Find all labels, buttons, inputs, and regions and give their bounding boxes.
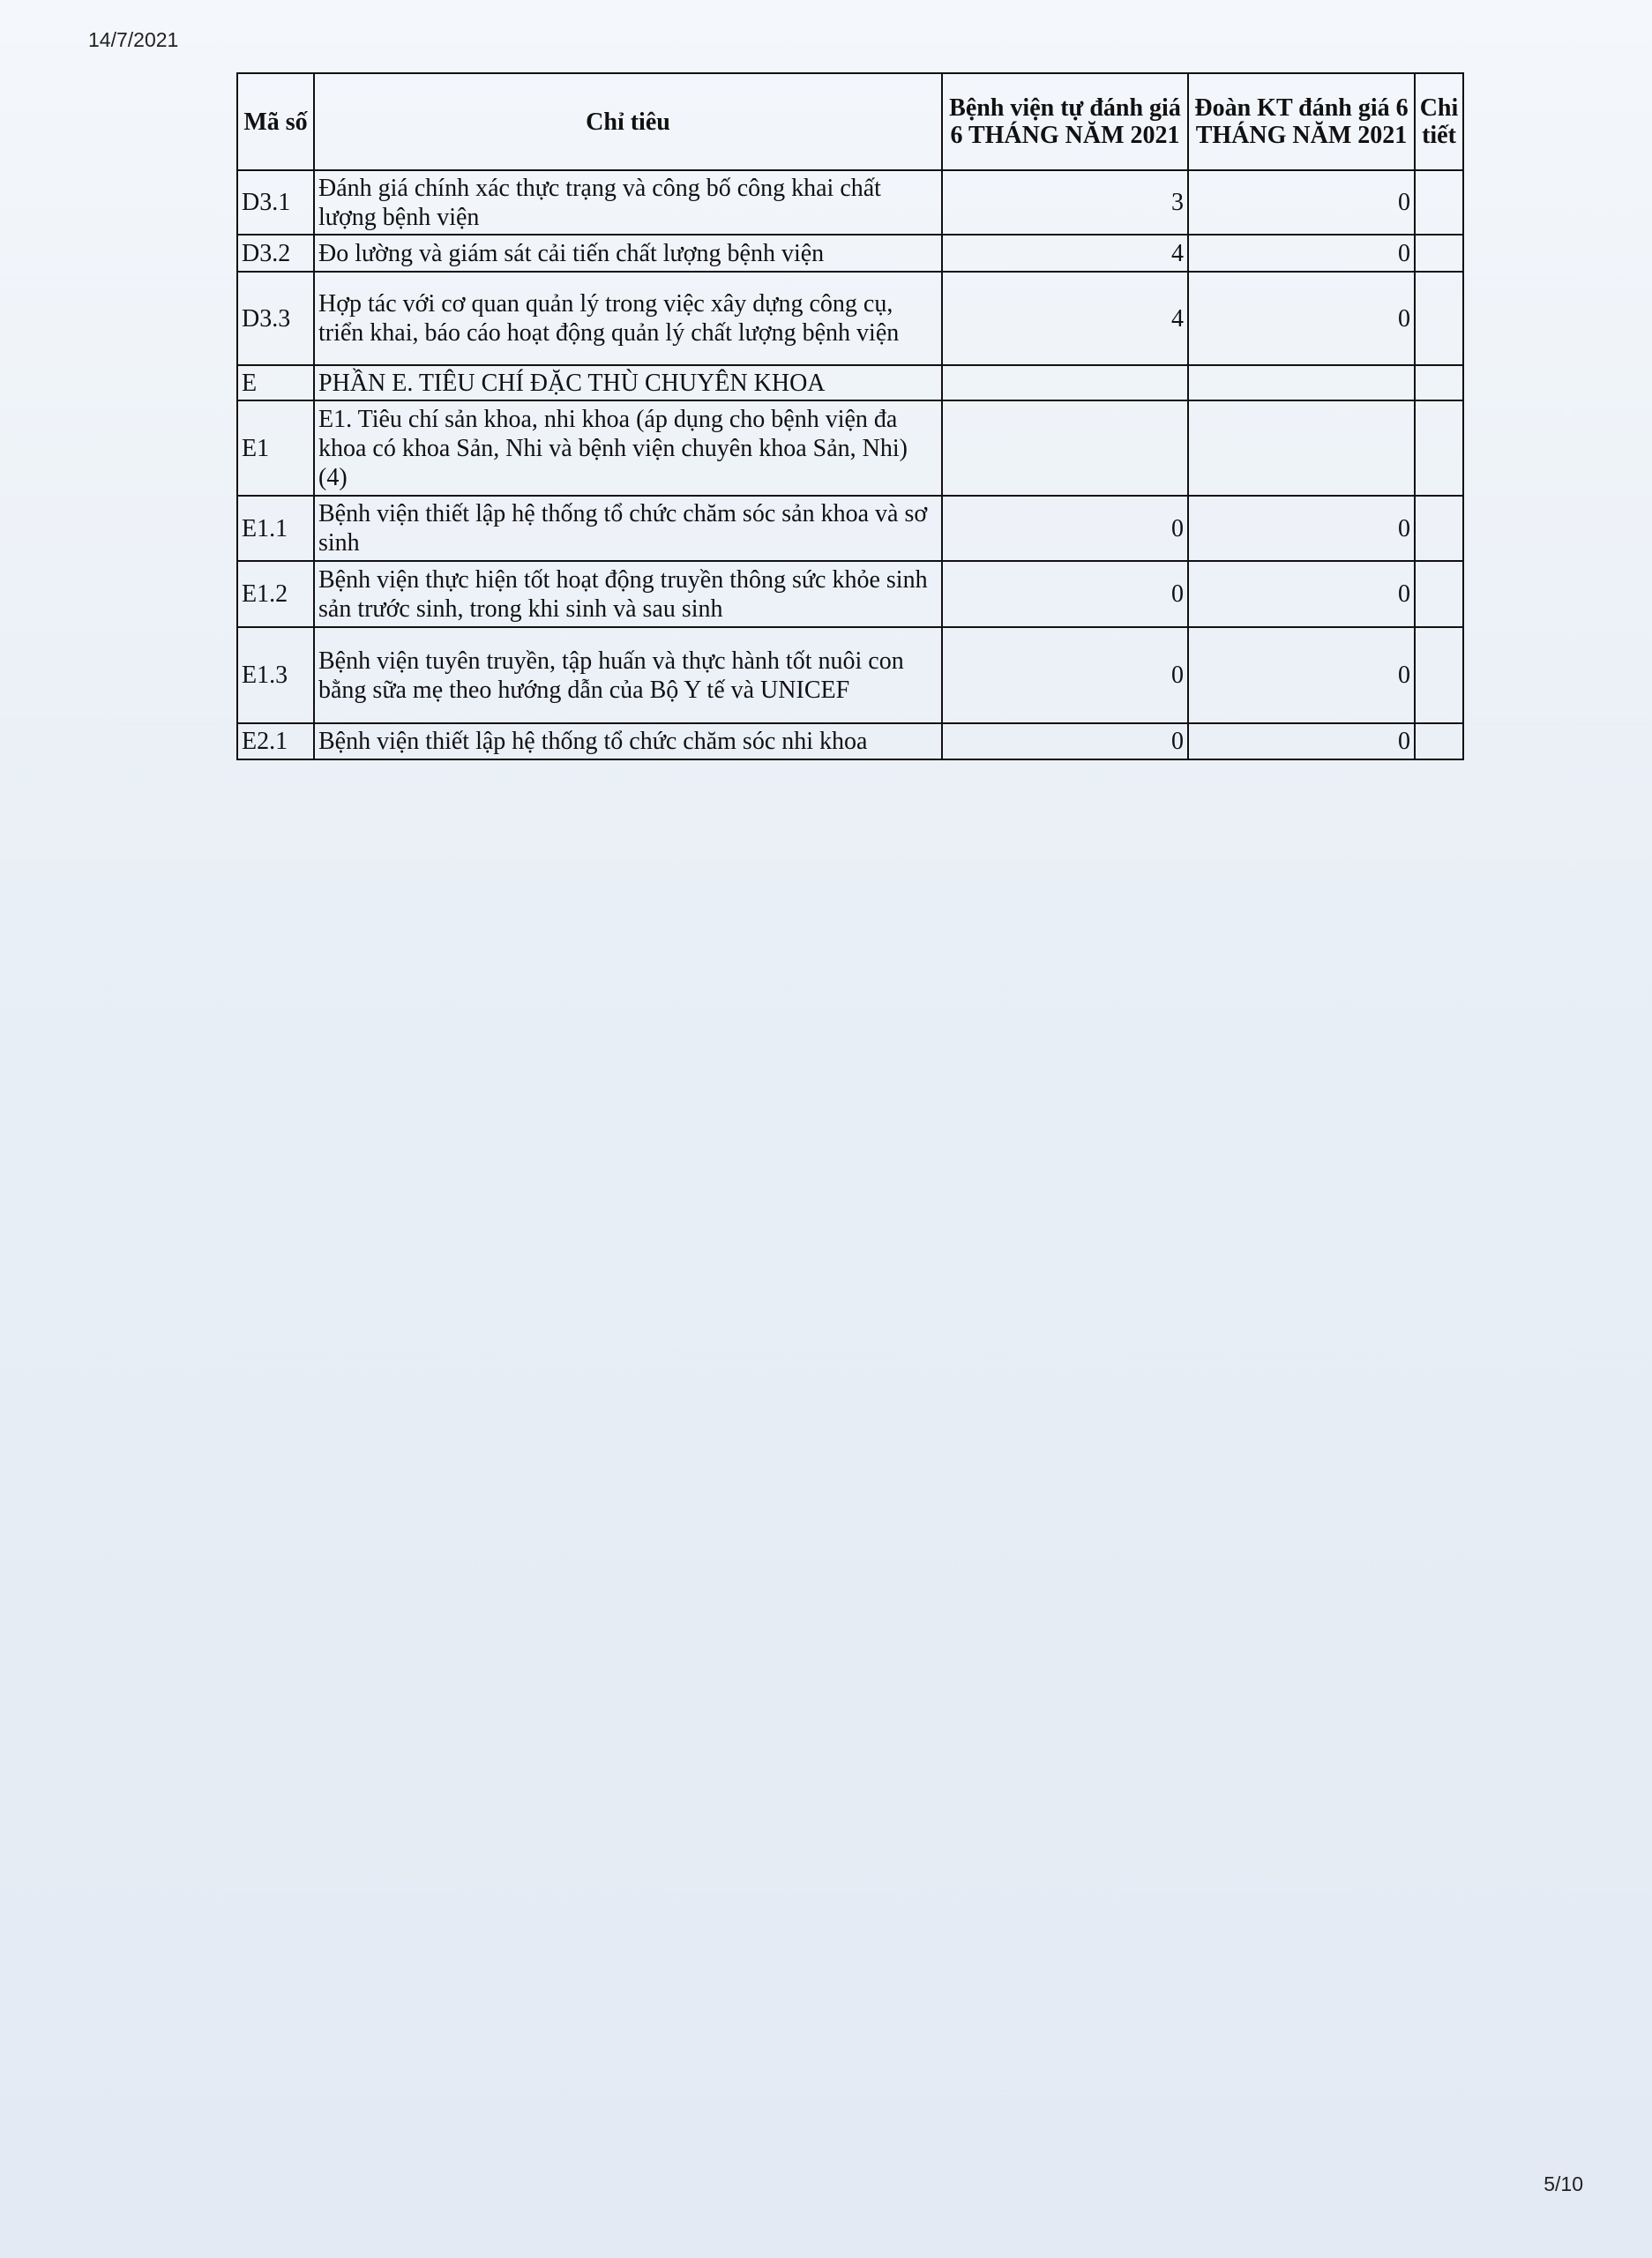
table-header-row [237, 73, 1463, 170]
table-row [237, 170, 1463, 235]
row-self-score: 0 [942, 627, 1188, 723]
table-row [237, 400, 1463, 496]
table-row [237, 272, 1463, 365]
row-name: Bệnh viện thực hiện tốt hoạt động truyền thông sức khỏe sinh sản trước sinh, trong khi sinh và sau sinh [314, 561, 942, 627]
page-number: 5/10 [1544, 2172, 1583, 2195]
row-name: E1. Tiêu chí sản khoa, nhi khoa (áp dụng cho bệnh viện đa khoa có khoa Sản, Nhi và bệnh viện chuyên khoa Sản, Nhi) (4) [314, 400, 942, 496]
row-self-score: 4 [942, 272, 1188, 365]
row-audit-score: 0 [1188, 272, 1415, 365]
row-detail [1415, 561, 1463, 627]
row-audit-score: 0 [1188, 170, 1415, 235]
header-code: Mã số [237, 73, 314, 170]
row-detail [1415, 272, 1463, 365]
row-self-score: 0 [942, 723, 1188, 759]
header-detail: Chi tiết [1415, 73, 1463, 170]
row-detail [1415, 365, 1463, 400]
row-self-score: 4 [942, 235, 1188, 272]
row-self-score [942, 400, 1188, 496]
header-name: Chỉ tiêu [314, 73, 942, 170]
row-name: Đo lường và giám sát cải tiến chất lượng bệnh viện [314, 235, 942, 272]
row-audit-score: 0 [1188, 627, 1415, 723]
row-code: E1.3 [237, 627, 314, 723]
row-name: Hợp tác với cơ quan quản lý trong việc xây dựng công cụ, triển khai, báo cáo hoạt động quản lý chất lượng bệnh viện [314, 272, 942, 365]
row-audit-score: 0 [1188, 235, 1415, 272]
criteria-table [236, 72, 1464, 760]
row-detail [1415, 400, 1463, 496]
row-code: E2.1 [237, 723, 314, 759]
row-self-score: 0 [942, 561, 1188, 627]
row-code: E1.1 [237, 496, 314, 561]
row-detail [1415, 496, 1463, 561]
row-code: D3.2 [237, 235, 314, 272]
table-row [237, 365, 1463, 400]
row-audit-score [1188, 365, 1415, 400]
row-name: PHẦN E. TIÊU CHÍ ĐẶC THÙ CHUYÊN KHOA [314, 365, 942, 400]
row-audit-score: 0 [1188, 723, 1415, 759]
header-audit-assessment: Đoàn KT đánh giá 6 THÁNG NĂM 2021 [1188, 73, 1415, 170]
table-row [237, 723, 1463, 759]
row-code: D3.1 [237, 170, 314, 235]
row-detail [1415, 235, 1463, 272]
row-code: E1.2 [237, 561, 314, 627]
row-detail [1415, 170, 1463, 235]
table-row [237, 235, 1463, 272]
row-detail [1415, 627, 1463, 723]
row-name: Bệnh viện tuyên truyền, tập huấn và thực hành tốt nuôi con bằng sữa mẹ theo hướng dẫn của Bộ Y tế và UNICEF [314, 627, 942, 723]
row-code: E1 [237, 400, 314, 496]
table-row [237, 561, 1463, 627]
row-self-score [942, 365, 1188, 400]
print-date: 14/7/2021 [88, 28, 179, 51]
row-name: Bệnh viện thiết lập hệ thống tổ chức chăm sóc nhi khoa [314, 723, 942, 759]
row-code: D3.3 [237, 272, 314, 365]
row-self-score: 0 [942, 496, 1188, 561]
row-code: E [237, 365, 314, 400]
row-audit-score: 0 [1188, 561, 1415, 627]
row-audit-score: 0 [1188, 496, 1415, 561]
table-row [237, 496, 1463, 561]
row-detail [1415, 723, 1463, 759]
row-self-score: 3 [942, 170, 1188, 235]
table-row [237, 627, 1463, 723]
row-name: Bệnh viện thiết lập hệ thống tổ chức chăm sóc sản khoa và sơ sinh [314, 496, 942, 561]
row-name: Đánh giá chính xác thực trạng và công bố công khai chất lượng bệnh viện [314, 170, 942, 235]
header-self-assessment: Bệnh viện tự đánh giá 6 THÁNG NĂM 2021 [942, 73, 1188, 170]
row-audit-score [1188, 400, 1415, 496]
